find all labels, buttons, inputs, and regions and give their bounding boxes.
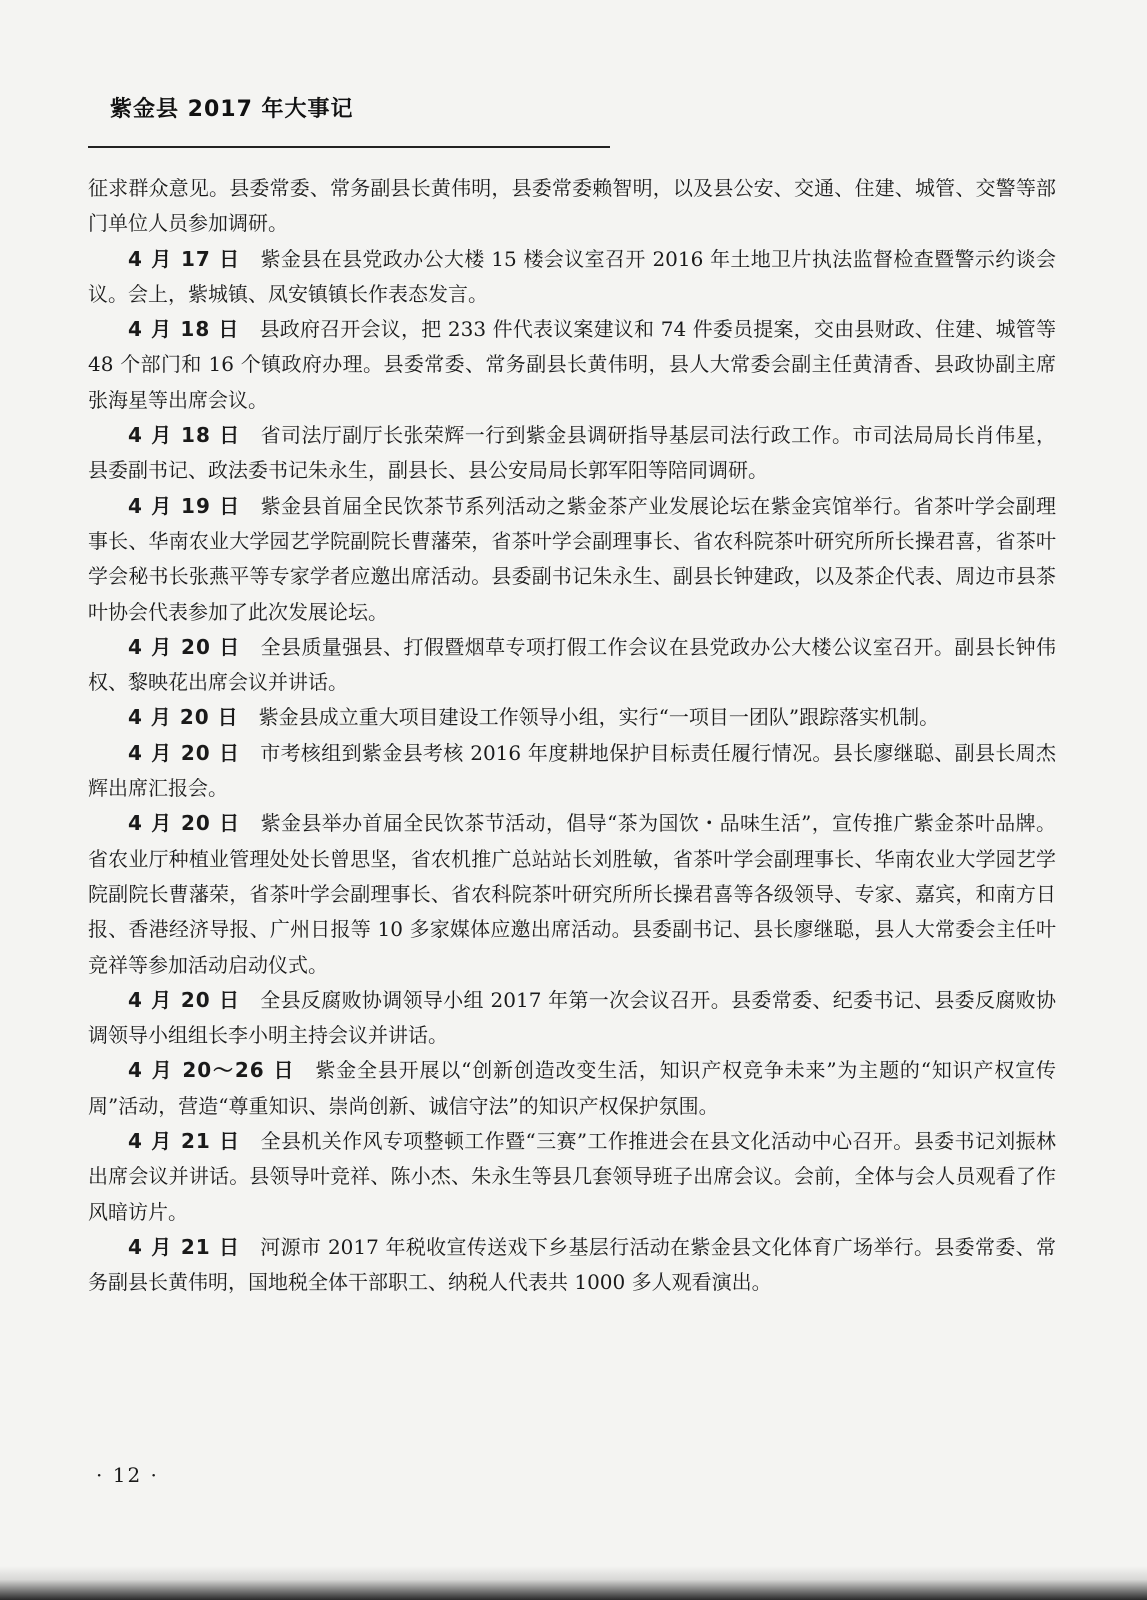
chronicle-entry (88, 736, 1056, 807)
chronicle-entry (88, 806, 1056, 982)
entry-text: 县政府召开会议，把 233 件代表议案建议和 74 件委员提案，交由县财政、住建、城管等 48 个部门和 16 个镇政府办理。县委常委、常务副县长黄伟明，县人大常委会副主任黄清香、县政协副主席张海星等出席会议。 (88, 317, 1056, 412)
chronicle-entry (88, 1230, 1056, 1301)
chronicle-entry (88, 418, 1056, 489)
entry-date: 4 月 20 日 (128, 811, 241, 836)
entry-text: 省司法厅副厅长张荣辉一行到紫金县调研指导基层司法行政工作。市司法局局长肖伟星，县委副书记、政法委书记朱永生，副县长、县公安局局长郭军阳等陪同调研。 (88, 423, 1056, 483)
entry-date: 4 月 19 日 (128, 493, 241, 518)
running-title: 紫金县 2017 年大事记 (110, 97, 354, 122)
chronicle-body (88, 171, 1056, 1301)
continuation-paragraph: 征求群众意见。县委常委、常务副县长黄伟明，县委常委赖智明，以及县公安、交通、住建、城管、交警等部门单位人员参加调研。 (88, 176, 1056, 236)
entry-text: 全县反腐败协调领导小组 2017 年第一次会议召开。县委常委、纪委书记、县委反腐败协调领导小组组长李小明主持会议并讲话。 (88, 987, 1056, 1048)
entry-date: 4 月 17 日 (128, 246, 241, 271)
chronicle-entry (88, 983, 1056, 1054)
entry-text: 紫金县在县党政办公大楼 15 楼会议室召开 2016 年土地卫片执法监督检查暨警示约谈会议。会上，紫城镇、凤安镇镇长作表态发言。 (88, 246, 1057, 306)
chronicle-entry (88, 312, 1056, 418)
entry-text: 紫金县成立重大项目建设工作领导小组，实行“一项目一团队”跟踪落实机制。 (258, 705, 940, 730)
entry-text: 紫金县首届全民饮茶节系列活动之紫金茶产业发展论坛在紫金宾馆举行。省茶叶学会副理事长、华南农业大学园艺学院副院长曹藩荣，省茶叶学会副理事长、省农科院茶叶研究所所长操君喜，省茶叶学会秘书长张燕平等专家学者应邀出席活动。县委副书记朱永生、副县长钟建政，以及茶企代表、周边市县茶叶协会代表参加了此次发展论坛。 (88, 493, 1056, 624)
chronicle-entry (88, 1124, 1056, 1230)
chronicle-entry (88, 242, 1056, 313)
entry-date: 4 月 18 日 (128, 317, 240, 342)
entry-text: 紫金全县开展以“创新创造改变生活，知识产权竞争未来”为主题的“知识产权宣传周”活动，营造“尊重知识、崇尚创新、诚信守法”的知识产权保护氛围。 (88, 1058, 1056, 1118)
entry-date: 4 月 21 日 (128, 1234, 241, 1259)
page-number: · 12 · (96, 1463, 159, 1487)
chronicle-entry (88, 489, 1056, 630)
entry-date: 4 月 20 日 (128, 634, 241, 659)
chronicle-entry (88, 1053, 1056, 1124)
entry-text: 紫金县举办首届全民饮茶节活动，倡导“茶为国饮・品味生活”，宣传推广紫金茶叶品牌。省农业厅种植业管理处处长曾思坚，省农机推广总站站长刘胜敏，省茶叶学会副理事长、华南农业大学园艺学院副院长曹藩荣，省茶叶学会副理事长、省农科院茶叶研究所所长操君喜等各级领导、专家、嘉宾，和南方日报、香港经济导报、广州日报等 10 多家媒体应邀出席活动。县委副书记、县长廖继聪，县人大常委会主任叶竞祥等参加活动启动仪式。 (88, 811, 1056, 977)
header-rule (88, 146, 610, 148)
entry-text: 市考核组到紫金县考核 2016 年度耕地保护目标责任履行情况。县长廖继聪、副县长周杰辉出席汇报会。 (88, 740, 1056, 801)
entry-date: 4 月 21 日 (128, 1129, 241, 1154)
entry-text: 全县机关作风专项整顿工作暨“三赛”工作推进会在县文化活动中心召开。县委书记刘振林出席会议并讲话。县领导叶竞祥、陈小杰、朱永生等县几套领导班子出席会议。会前，全体与会人员观看了作风暗访片。 (88, 1129, 1056, 1224)
scan-edge (0, 1566, 1147, 1600)
chronicle-entry (88, 630, 1056, 701)
entry-date: 4 月 18 日 (128, 423, 241, 448)
chronicle-entry (88, 700, 1056, 735)
entry-text: 全县质量强县、打假暨烟草专项打假工作会议在县党政办公大楼公议室召开。副县长钟伟权、黎映花出席会议并讲话。 (88, 634, 1056, 695)
entry-date: 4 月 20～26 日 (128, 1058, 296, 1083)
entry-date: 4 月 20 日 (128, 705, 239, 730)
entry-text: 河源市 2017 年税收宣传送戏下乡基层行活动在紫金县文化体育广场举行。县委常委、常务副县长黄伟明，国地税全体干部职工、纳税人代表共 1000 多人观看演出。 (88, 1234, 1056, 1295)
entry-date: 4 月 20 日 (128, 987, 241, 1012)
entry-date: 4 月 20 日 (128, 740, 241, 765)
